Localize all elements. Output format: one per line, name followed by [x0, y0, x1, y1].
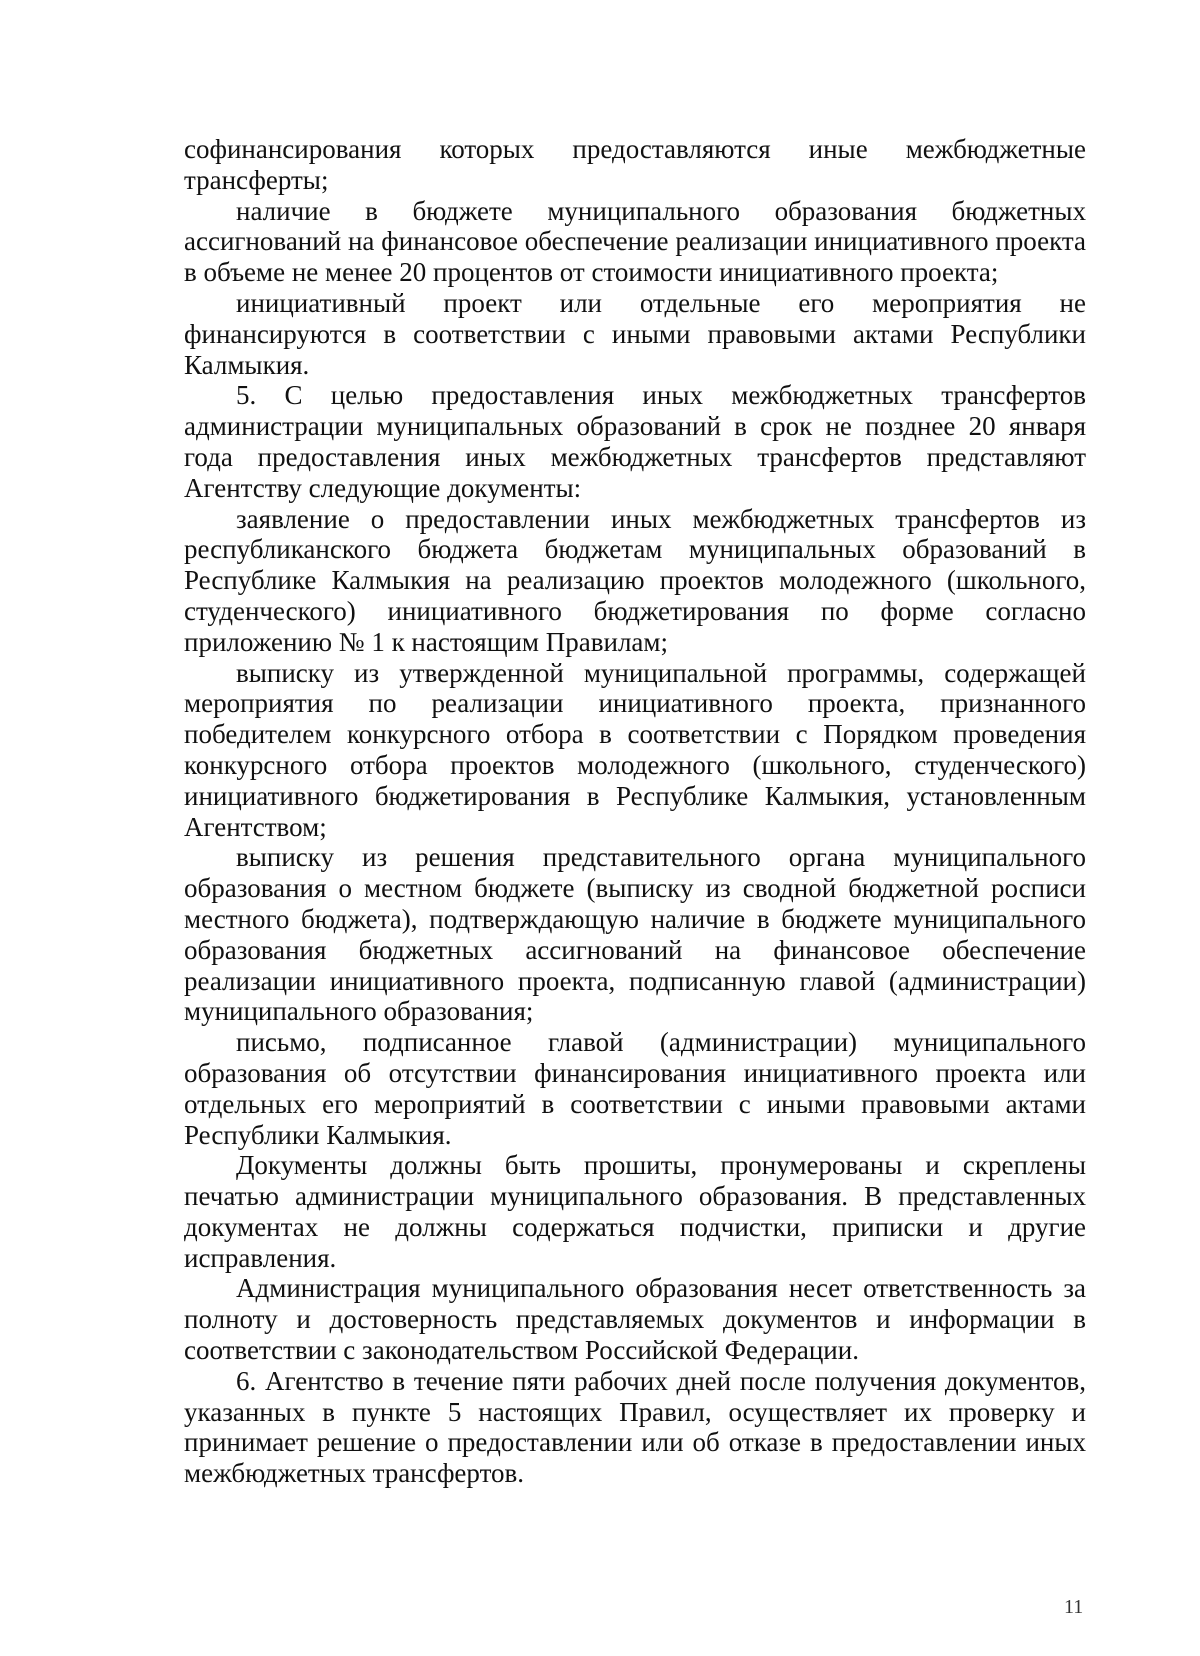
paragraph-responsibility: Администрация муниципального образования несет ответственность за полноту и достоверность представляемых документов и информации в соответствии с законодательством Российской Федерации. [184, 1273, 1086, 1366]
paragraph-section-6: 6. Агентство в течение пяти рабочих дней после получения документов, указанных в пункте 5 настоящих Правил, осуществляет их проверку и принимает решение о предоставлении или об отказе в предоставлении иных межбюджетных трансфертов. [184, 1365, 1086, 1489]
paragraph-section-5: 5. С целью предоставления иных межбюджетных трансфертов администрации муниципальных образований в срок не позднее 20 января года предоставления иных межбюджетных трансфертов представляют Агентству следующие документы: [184, 380, 1086, 503]
paragraph-budget-allocation: наличие в бюджете муниципального образования бюджетных ассигнований на финансовое обеспечение реализации инициативного проекта в объеме не менее 20 процентов от стоимости инициативного проекта; [184, 195, 1086, 288]
document-body [184, 134, 1086, 1489]
paragraph-program-extract: выписку из утвержденной муниципальной программы, содержащей мероприятия по реализации инициативного проекта, признанного победителем конкурсного отбора в соответствии с Порядком проведения конкурсного отбора проектов молодежного (школьного, студенческого) инициативного бюджетирования в Республике Калмыкия, установленным Агентством; [184, 657, 1086, 842]
page-number: 11 [1064, 1596, 1084, 1618]
paragraph-letter: письмо, подписанное главой (администрации) муниципального образования об отсутствии финансирования инициативного проекта или отдельных его мероприятий в соответствии с иными правовыми актами Республики Калмыкия. [184, 1027, 1086, 1150]
paragraph-continuation: софинансирования которых предоставляются иные межбюджетные трансферты; [184, 134, 1086, 195]
paragraph-application: заявление о предоставлении иных межбюджетных трансфертов из республиканского бюджета бюджетам муниципальных образований в Республике Калмыкия на реализацию проектов молодежного (школьного, студенческого) инициативного бюджетирования по форме согласно приложению № 1 к настоящим Правилам; [184, 503, 1086, 657]
paragraph-project-financing: инициативный проект или отдельные его мероприятия не финансируются в соответствии с иными правовыми актами Республики Калмыкия. [184, 287, 1086, 380]
paragraph-documents-requirements: Документы должны быть прошиты, пронумерованы и скреплены печатью администрации муниципального образования. В представленных документах не должны содержаться подчистки, приписки и другие исправления. [184, 1150, 1086, 1273]
paragraph-budget-extract: выписку из решения представительного органа муниципального образования о местном бюджете (выписку из сводной бюджетной росписи местного бюджета), подтверждающую наличие в бюджете муниципального образования бюджетных ассигнований на финансовое обеспечение реализации инициативного проекта, подписанную главой (администрации) муниципального образования; [184, 842, 1086, 1027]
